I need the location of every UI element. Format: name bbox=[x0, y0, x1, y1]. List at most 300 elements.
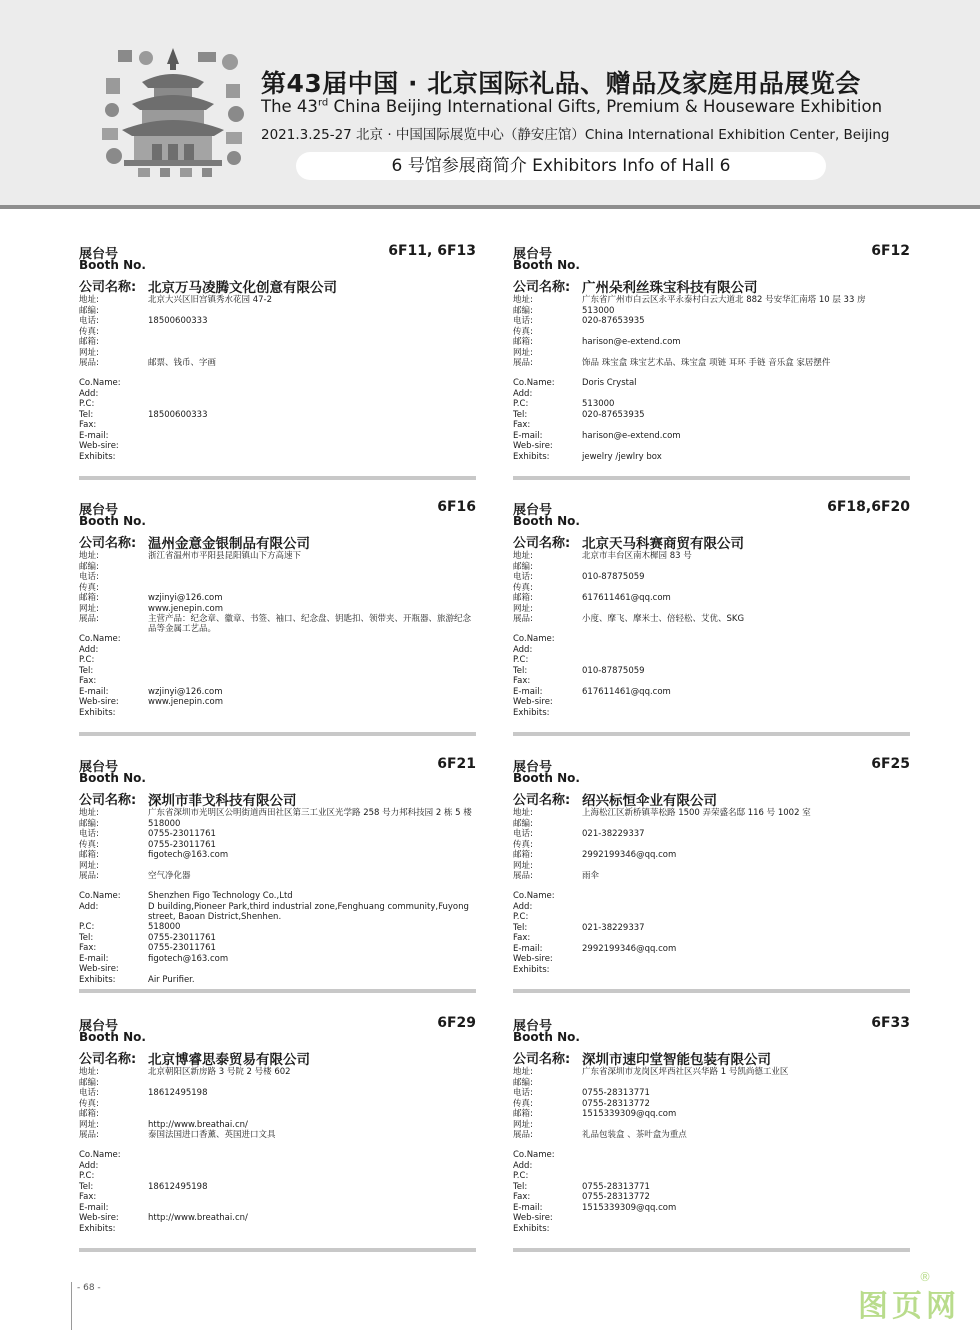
info-key: Fax: bbox=[79, 420, 97, 430]
info-row-cn bbox=[513, 614, 910, 625]
info-key: 网址: bbox=[513, 1119, 533, 1130]
booth-label-en: Booth No. bbox=[513, 514, 580, 528]
info-row-en bbox=[513, 1161, 910, 1172]
info-row-en bbox=[513, 944, 910, 955]
info-row-en bbox=[513, 655, 910, 666]
booth-label-cn: 展台号 bbox=[79, 1019, 119, 1034]
info-row-cn bbox=[513, 337, 910, 348]
info-key: 电话: bbox=[79, 1088, 99, 1098]
info-key: 电话: bbox=[513, 572, 533, 582]
info-key: Add: bbox=[513, 644, 533, 655]
info-row-en bbox=[513, 452, 910, 463]
info-value: 浙江省温州市平阳县昆阳镇山下方高速下 bbox=[148, 551, 302, 561]
info-row-en bbox=[79, 954, 476, 965]
info-key: E-mail: bbox=[513, 430, 543, 441]
info-row-en bbox=[79, 687, 476, 698]
info-key: Co.Name: bbox=[79, 891, 121, 901]
info-value: 617611461@qq.com bbox=[582, 593, 671, 603]
info-row-en bbox=[513, 1213, 910, 1224]
info-value: 小度、摩飞、摩米士、倍轻松、艾优、SKG bbox=[582, 614, 745, 624]
info-key: Web-sire: bbox=[513, 1213, 553, 1223]
info-key: E-mail: bbox=[513, 1202, 543, 1213]
info-key: Co.Name: bbox=[513, 1150, 555, 1160]
info-key: E-mail: bbox=[79, 1202, 109, 1213]
info-row-en bbox=[79, 1171, 476, 1182]
info-row-en bbox=[79, 933, 476, 944]
info-row-en bbox=[513, 399, 910, 410]
info-key: Tel: bbox=[513, 665, 528, 676]
info-key: E-mail: bbox=[79, 686, 109, 697]
info-row-cn bbox=[513, 551, 910, 562]
info-value: 广东省广州市白云区永平永泰村白云大道北 882 号安华汇南塔 10 层 33 房 bbox=[582, 295, 866, 305]
info-row-cn bbox=[79, 861, 476, 872]
booth-number: 6F16 bbox=[437, 499, 476, 515]
info-key: Web-sire: bbox=[79, 441, 119, 451]
info-value: 021-38229337 bbox=[582, 829, 645, 839]
info-key: 地址: bbox=[513, 1067, 533, 1077]
info-row-cn bbox=[79, 337, 476, 348]
info-row-cn bbox=[79, 295, 476, 306]
info-key: 电话: bbox=[79, 572, 99, 582]
info-value: 18612495198 bbox=[148, 1088, 208, 1098]
company-name: 深圳市速印堂智能包装有限公司 bbox=[582, 1052, 771, 1068]
info-key: Fax: bbox=[513, 420, 531, 430]
info-row-cn bbox=[513, 295, 910, 306]
info-key: E-mail: bbox=[79, 953, 109, 964]
info-row-en bbox=[79, 708, 476, 719]
info-value: 广东省深圳市光明区公明街道西田社区第三工业区光学路 258 号力邦科技园 2 栋 5 楼 bbox=[148, 808, 472, 818]
info-key: P.C: bbox=[513, 655, 529, 665]
info-key: P.C: bbox=[79, 399, 95, 409]
exhibitor-card bbox=[513, 1015, 910, 1265]
info-key: Tel: bbox=[513, 409, 528, 420]
info-key: Fax: bbox=[79, 676, 97, 686]
info-key: Exhibits: bbox=[513, 1223, 550, 1234]
info-key: Tel: bbox=[513, 922, 528, 933]
booth-label-cn: 展台号 bbox=[79, 503, 119, 518]
info-row-cn bbox=[513, 306, 910, 317]
info-row-cn bbox=[513, 1120, 910, 1131]
info-key: Web-sire: bbox=[513, 441, 553, 451]
info-key: Co.Name: bbox=[79, 634, 121, 644]
info-row-en bbox=[513, 912, 910, 923]
info-value: 020-87653935 bbox=[582, 316, 645, 326]
info-row-en bbox=[79, 1182, 476, 1193]
info-row-cn bbox=[513, 840, 910, 851]
info-value: 18612495198 bbox=[148, 1181, 208, 1192]
exhibitor-card bbox=[79, 499, 476, 749]
info-key: 展品: bbox=[513, 358, 533, 368]
info-row-en bbox=[513, 1182, 910, 1193]
info-row-en bbox=[513, 687, 910, 698]
info-value: harison@e-extend.com bbox=[582, 337, 681, 347]
info-value: 513000 bbox=[582, 305, 615, 316]
page-header bbox=[0, 0, 980, 205]
info-key: Add: bbox=[79, 1160, 99, 1171]
company-name: 广州朵利丝珠宝科技有限公司 bbox=[582, 280, 758, 296]
info-value: 1515339309@qq.com bbox=[582, 1202, 677, 1213]
info-row-en bbox=[79, 634, 476, 645]
info-key: 电话: bbox=[513, 829, 533, 839]
info-row-en bbox=[513, 1171, 910, 1182]
info-value: 18500600333 bbox=[148, 316, 208, 326]
info-row-en bbox=[79, 452, 476, 463]
info-key: 传真: bbox=[79, 326, 99, 337]
info-value: 010-87875059 bbox=[582, 665, 645, 676]
info-value: Shenzhen Figo Technology Co.,Ltd bbox=[148, 891, 293, 901]
info-key: Exhibits: bbox=[79, 707, 116, 718]
info-value: 广东省深圳市龙岗区坪西社区兴华路 1 号凯尚德工业区 bbox=[582, 1067, 789, 1077]
company-name: 温州金意金银制品有限公司 bbox=[148, 536, 310, 552]
info-key: 邮编: bbox=[513, 1077, 533, 1088]
info-value: 0755-28313771 bbox=[582, 1088, 650, 1098]
hall-title: 6 号馆参展商简介 Exhibitors Info of Hall 6 bbox=[296, 152, 826, 180]
info-row-cn bbox=[513, 819, 910, 830]
info-row-en bbox=[79, 645, 476, 656]
info-key: P.C: bbox=[513, 1171, 529, 1181]
info-value: 雨伞 bbox=[582, 871, 600, 881]
company-name: 北京万马凌腾文化创意有限公司 bbox=[148, 280, 337, 296]
info-key: 网址: bbox=[79, 347, 99, 358]
info-row-cn bbox=[79, 348, 476, 359]
info-value: 北京市丰台区南木樨园 83 号 bbox=[582, 551, 692, 561]
info-key: Tel: bbox=[79, 665, 94, 676]
info-value: 2992199346@qq.com bbox=[582, 850, 677, 860]
info-row-en bbox=[79, 1150, 476, 1161]
info-key: Co.Name: bbox=[79, 378, 121, 388]
info-row-en bbox=[513, 697, 910, 708]
info-key: P.C: bbox=[79, 655, 95, 665]
info-row-cn bbox=[513, 604, 910, 615]
card-divider bbox=[79, 476, 476, 480]
info-key: Add: bbox=[79, 644, 99, 655]
info-value: 021-38229337 bbox=[582, 922, 645, 933]
info-row-en bbox=[79, 420, 476, 431]
info-row-en bbox=[79, 441, 476, 452]
info-key: Exhibits: bbox=[79, 1223, 116, 1234]
info-key: Tel: bbox=[79, 932, 94, 943]
booth-label-en: Booth No. bbox=[513, 258, 580, 272]
info-row-cn bbox=[79, 572, 476, 583]
info-row-en bbox=[513, 441, 910, 452]
info-value: 礼品包装盒 、茶叶盒为重点 bbox=[582, 1130, 687, 1140]
info-key: Web-sire: bbox=[79, 964, 119, 974]
info-key: Exhibits: bbox=[513, 964, 550, 975]
exhibitor-card bbox=[79, 756, 476, 1006]
info-key: 邮箱: bbox=[79, 1109, 99, 1119]
info-row-en bbox=[513, 410, 910, 421]
info-key: Exhibits: bbox=[513, 451, 550, 462]
company-label: 公司名称: bbox=[79, 536, 137, 551]
info-key: P.C: bbox=[513, 912, 529, 922]
info-key: Add: bbox=[513, 1160, 533, 1171]
info-key: 展品: bbox=[79, 614, 99, 624]
info-key: Add: bbox=[79, 388, 99, 399]
info-key: 邮编: bbox=[79, 305, 99, 316]
info-row-cn bbox=[79, 316, 476, 327]
info-row-en bbox=[79, 964, 476, 975]
info-key: 传真: bbox=[513, 1098, 533, 1109]
info-row-cn bbox=[79, 306, 476, 317]
info-row-cn bbox=[79, 829, 476, 840]
info-value: figotech@163.com bbox=[148, 850, 229, 860]
info-row-cn bbox=[79, 1078, 476, 1089]
info-row-cn bbox=[513, 562, 910, 573]
card-divider bbox=[79, 1248, 476, 1252]
info-key: Fax: bbox=[513, 676, 531, 686]
booth-label-en: Booth No. bbox=[79, 258, 146, 272]
exhibition-title-en bbox=[261, 97, 881, 116]
info-value: 010-87875059 bbox=[582, 572, 645, 582]
booth-label-en: Booth No. bbox=[513, 771, 580, 785]
company-name: 绍兴标恒伞业有限公司 bbox=[582, 793, 717, 809]
info-value: www.jenepin.com bbox=[148, 603, 223, 614]
page-number: - 68 - bbox=[77, 1283, 101, 1293]
info-key: 网址: bbox=[79, 1119, 99, 1130]
info-row-cn bbox=[513, 1088, 910, 1099]
footer-divider bbox=[71, 1282, 72, 1330]
info-key: 网址: bbox=[513, 347, 533, 358]
booth-label-en: Booth No. bbox=[79, 514, 146, 528]
watermark-registered-mark: ® bbox=[919, 1270, 931, 1284]
info-value: jewelry /jewlry box bbox=[582, 451, 662, 462]
info-row-cn bbox=[513, 1067, 910, 1078]
company-name: 北京天马科赛商贸有限公司 bbox=[582, 536, 744, 552]
info-key: 邮编: bbox=[79, 818, 99, 829]
info-key: 邮编: bbox=[513, 305, 533, 316]
card-divider bbox=[513, 1248, 910, 1252]
info-row-en bbox=[513, 645, 910, 656]
info-value: Doris Crystal bbox=[582, 378, 637, 388]
info-key: 展品: bbox=[513, 614, 533, 624]
title-en-rest: China Beijing International Gifts, Premium & Houseware Exhibition bbox=[328, 97, 883, 116]
info-row-cn bbox=[79, 327, 476, 338]
card-divider bbox=[513, 732, 910, 736]
info-row-en bbox=[513, 902, 910, 913]
info-row-en bbox=[79, 975, 476, 986]
info-key: E-mail: bbox=[79, 430, 109, 441]
booth-label-cn: 展台号 bbox=[513, 760, 553, 775]
info-key: 传真: bbox=[79, 839, 99, 850]
info-row-cn bbox=[79, 808, 476, 819]
info-key: Co.Name: bbox=[513, 378, 555, 388]
info-row-cn bbox=[79, 1120, 476, 1131]
info-key: 地址: bbox=[79, 551, 99, 561]
info-row-cn bbox=[79, 358, 476, 369]
info-key: Fax: bbox=[79, 943, 97, 953]
card-divider bbox=[79, 989, 476, 993]
info-key: Add: bbox=[513, 388, 533, 399]
info-row-en bbox=[513, 634, 910, 645]
info-key: 邮箱: bbox=[79, 593, 99, 603]
info-row-en bbox=[79, 655, 476, 666]
info-row-en bbox=[513, 420, 910, 431]
booth-label-cn: 展台号 bbox=[513, 1019, 553, 1034]
info-row-cn bbox=[513, 583, 910, 594]
info-row-cn bbox=[79, 1067, 476, 1078]
booth-number: 6F25 bbox=[871, 756, 910, 772]
card-divider bbox=[513, 989, 910, 993]
info-key: 传真: bbox=[513, 839, 533, 850]
info-key: Web-sire: bbox=[79, 1213, 119, 1223]
card-divider bbox=[513, 476, 910, 480]
booth-label-en: Booth No. bbox=[513, 1030, 580, 1044]
info-key: 电话: bbox=[79, 829, 99, 839]
info-row-cn bbox=[79, 1109, 476, 1120]
booth-number: 6F18,6F20 bbox=[827, 499, 910, 515]
info-row-cn bbox=[513, 593, 910, 604]
exhibitor-card bbox=[513, 756, 910, 1006]
company-name: 深圳市菲戈科技有限公司 bbox=[148, 793, 297, 809]
info-row-en bbox=[513, 1192, 910, 1203]
info-row-en bbox=[79, 943, 476, 954]
info-key: 地址: bbox=[513, 808, 533, 818]
title-en-prefix: The 43 bbox=[261, 97, 318, 116]
info-key: 邮箱: bbox=[79, 850, 99, 860]
info-value: 主营产品：纪念章、徽章、书签、袖口、纪念盘、钥匙扣、领带夹、开瓶器、旅游纪念品等金属工艺品。 bbox=[148, 614, 472, 635]
info-key: Fax: bbox=[513, 933, 531, 943]
info-key: Co.Name: bbox=[513, 891, 555, 901]
info-value: 518000 bbox=[148, 922, 181, 932]
info-value: 518000 bbox=[148, 818, 181, 829]
info-key: 展品: bbox=[79, 358, 99, 368]
info-key: Tel: bbox=[79, 409, 94, 420]
company-label: 公司名称: bbox=[513, 1052, 571, 1067]
info-row-cn bbox=[513, 1109, 910, 1120]
info-row-en bbox=[79, 378, 476, 389]
info-key: 邮箱: bbox=[513, 1109, 533, 1119]
info-value: 空气净化器 bbox=[148, 871, 191, 881]
info-key: 传真: bbox=[513, 326, 533, 337]
info-key: 展品: bbox=[513, 1130, 533, 1140]
info-value: 泰国法国进口香薰、英国进口文具 bbox=[148, 1130, 276, 1140]
info-key: 电话: bbox=[513, 1088, 533, 1098]
info-key: 电话: bbox=[513, 316, 533, 326]
info-row-cn bbox=[79, 604, 476, 615]
info-row-en bbox=[79, 431, 476, 442]
info-value: figotech@163.com bbox=[148, 953, 229, 964]
info-value: D building,Pioneer Park,third industrial zone,Fenghuang community,Fuyong street, Baoan District,Shenhen. bbox=[148, 901, 469, 922]
exhibitor-card bbox=[79, 243, 476, 493]
company-label: 公司名称: bbox=[513, 793, 571, 808]
info-row-en bbox=[513, 378, 910, 389]
info-value: harison@e-extend.com bbox=[582, 430, 681, 441]
info-row-en bbox=[513, 1203, 910, 1214]
info-key: 地址: bbox=[513, 551, 533, 561]
info-key: 邮箱: bbox=[79, 337, 99, 347]
info-row-cn bbox=[513, 572, 910, 583]
info-value: 邮票、钱币、字画 bbox=[148, 358, 217, 368]
info-row-cn bbox=[79, 1130, 476, 1141]
info-key: Web-sire: bbox=[513, 697, 553, 707]
info-value: http://www.breathai.cn/ bbox=[148, 1213, 248, 1223]
info-row-cn bbox=[513, 1130, 910, 1141]
info-value: wzjinyi@126.com bbox=[148, 686, 223, 697]
info-row-en bbox=[79, 666, 476, 677]
info-row-cn bbox=[513, 850, 910, 861]
booth-label-en: Booth No. bbox=[79, 1030, 146, 1044]
info-key: Exhibits: bbox=[79, 451, 116, 462]
info-key: 邮编: bbox=[513, 818, 533, 829]
info-key: Add: bbox=[79, 901, 99, 912]
exhibitor-card bbox=[79, 1015, 476, 1265]
info-key: Fax: bbox=[513, 1192, 531, 1202]
booth-label-en: Booth No. bbox=[79, 771, 146, 785]
info-value: 617611461@qq.com bbox=[582, 686, 671, 697]
info-row-en bbox=[513, 891, 910, 902]
info-value: 0755-28313772 bbox=[582, 1192, 650, 1202]
info-row-en bbox=[513, 1224, 910, 1235]
info-row-cn bbox=[79, 850, 476, 861]
info-key: 邮编: bbox=[513, 561, 533, 572]
booth-number: 6F33 bbox=[871, 1015, 910, 1031]
info-row-en bbox=[79, 922, 476, 933]
info-row-en bbox=[513, 708, 910, 719]
info-row-en bbox=[79, 1213, 476, 1224]
info-row-cn bbox=[513, 808, 910, 819]
company-label: 公司名称: bbox=[79, 1052, 137, 1067]
info-row-en bbox=[513, 954, 910, 965]
info-key: 邮编: bbox=[79, 1077, 99, 1088]
info-value: 0755-23011761 bbox=[148, 932, 216, 943]
info-value: wzjinyi@126.com bbox=[148, 593, 223, 603]
info-row-cn bbox=[79, 819, 476, 830]
info-row-cn bbox=[79, 593, 476, 604]
info-value: www.jenepin.com bbox=[148, 697, 223, 707]
info-row-cn bbox=[513, 348, 910, 359]
info-key: 地址: bbox=[513, 295, 533, 305]
info-row-en bbox=[79, 410, 476, 421]
info-row-cn bbox=[79, 583, 476, 594]
info-row-cn bbox=[79, 551, 476, 562]
info-row-cn bbox=[79, 1099, 476, 1110]
info-key: 网址: bbox=[79, 860, 99, 871]
info-row-en bbox=[79, 1161, 476, 1172]
company-label: 公司名称: bbox=[79, 793, 137, 808]
info-key: E-mail: bbox=[513, 943, 543, 954]
info-key: 邮箱: bbox=[513, 337, 533, 347]
info-key: Fax: bbox=[79, 1192, 97, 1202]
booth-number: 6F11, 6F13 bbox=[388, 243, 476, 259]
exhibitor-card bbox=[513, 499, 910, 749]
info-key: 地址: bbox=[79, 808, 99, 818]
info-row-cn bbox=[79, 1088, 476, 1099]
info-key: 传真: bbox=[79, 1098, 99, 1109]
info-key: P.C: bbox=[513, 399, 529, 409]
booth-label-cn: 展台号 bbox=[79, 760, 119, 775]
company-label: 公司名称: bbox=[513, 280, 571, 295]
info-key: P.C: bbox=[79, 922, 95, 932]
info-key: 传真: bbox=[513, 582, 533, 593]
info-row-en bbox=[513, 676, 910, 687]
info-key: 邮箱: bbox=[513, 593, 533, 603]
info-key: Co.Name: bbox=[79, 1150, 121, 1160]
info-row-cn bbox=[79, 562, 476, 573]
header-divider bbox=[0, 205, 980, 209]
info-key: Exhibits: bbox=[513, 707, 550, 718]
info-row-en bbox=[513, 933, 910, 944]
info-key: Tel: bbox=[79, 1181, 94, 1192]
info-key: Tel: bbox=[513, 1181, 528, 1192]
info-value: 上海松江区新桥镇莘松路 1500 弄荣盛名邸 116 号 1002 室 bbox=[582, 808, 811, 818]
info-row-en bbox=[79, 389, 476, 400]
info-row-cn bbox=[513, 358, 910, 369]
info-key: 网址: bbox=[513, 603, 533, 614]
info-value: 18500600333 bbox=[148, 409, 208, 420]
info-key: 网址: bbox=[513, 860, 533, 871]
info-key: 邮编: bbox=[79, 561, 99, 572]
company-name: 北京博睿思泰贸易有限公司 bbox=[148, 1052, 310, 1068]
